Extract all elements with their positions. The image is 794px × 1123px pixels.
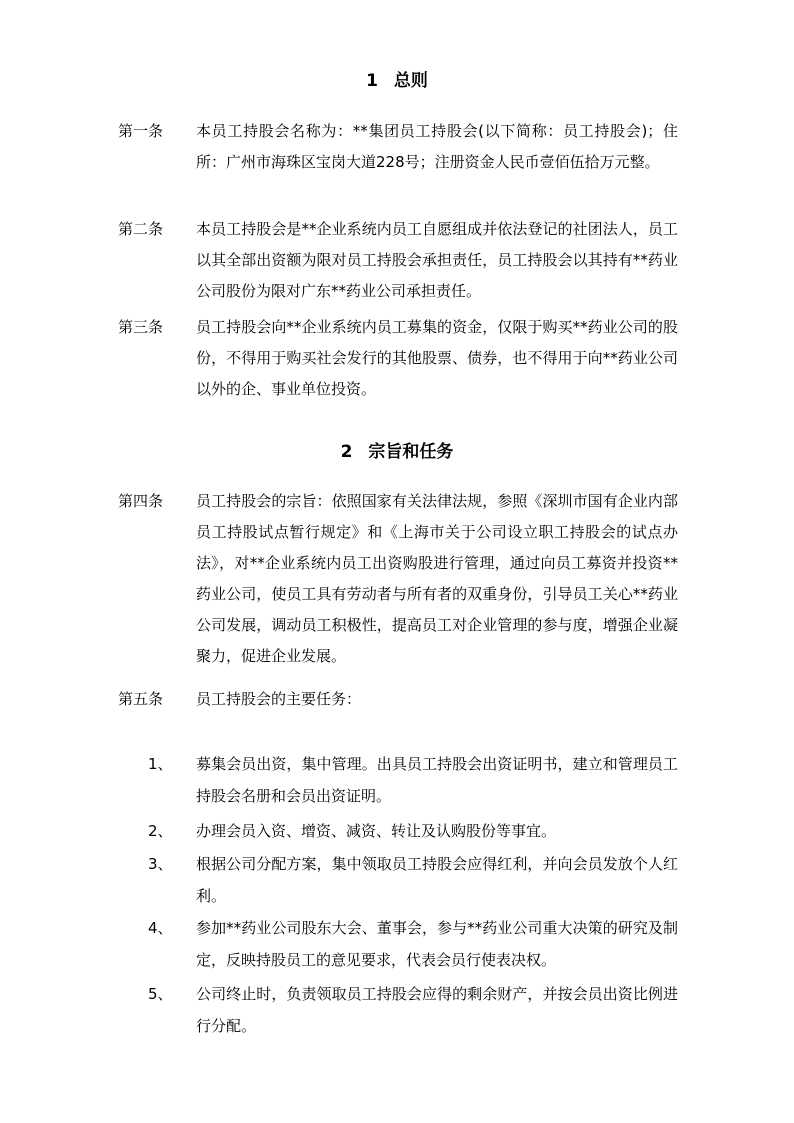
section-number: 1	[366, 71, 378, 91]
article-label: 第四条	[118, 492, 164, 510]
task-text: 募集会员出资，集中管理。出具员工持股会出资证明书，建立和管理员工持股会名册和会员出资证明。	[196, 755, 678, 805]
article-text: 本员工持股会是**企业系统内员工自愿组成并依法登记的社团法人，员工以其全部出资额为限对员工持股会承担责任，员工持股会以其持有**药业公司股份为限对广东**药业公司承担责任。	[196, 220, 678, 300]
section-heading-purpose	[0, 437, 794, 462]
task-index: 3、	[148, 855, 173, 873]
article-text: 本员工持股会名称为：**集团员工持股会(以下简称：员工持股会)；住所：广州市海珠区宝岗大道228号；注册资金人民币壹佰伍拾万元整。	[196, 122, 678, 171]
task-index: 5、	[148, 985, 173, 1003]
task-index: 1、	[148, 755, 173, 773]
section-title: 总则	[393, 71, 428, 91]
task-text: 根据公司分配方案，集中领取员工持股会应得红利，并向会员发放个人红利。	[196, 855, 678, 905]
task-text: 公司终止时，负责领取员工持股会应得的剩余财产，并按会员出资比例进行分配。	[196, 985, 678, 1035]
article-label: 第三条	[118, 318, 164, 336]
task-index: 4、	[148, 919, 173, 937]
article-label: 第二条	[118, 220, 164, 238]
article-label: 第五条	[118, 690, 164, 708]
article-text: 员工持股会的宗旨：依照国家有关法律法规，参照《深圳市国有企业内部员工持股试点暂行规定》和《上海市关于公司设立职工持股会的试点办法》，对**企业系统内员工出资购股进行管理，通过向员工募资并投资**药业公司，使员工具有劳动者与所有者的双重身份，引导员工关心**药业公司发展，调动员工积极性，提高员工对企业管理的参与度，增强企业凝聚力，促进企业发展。	[196, 492, 678, 665]
section-number: 2	[340, 442, 353, 462]
article-text: 员工持股会向**企业系统内员工募集的资金，仅限于购买**药业公司的股份，不得用于购买社会发行的其他股票、债券，也不得用于向**药业公司以外的企、事业单位投资。	[196, 318, 678, 398]
task-text: 办理会员入资、增资、减资、转让及认购股份等事宜。	[196, 822, 557, 840]
task-text: 参加**药业公司股东大会、董事会，参与**药业公司重大决策的研究及制定，反映持股员工的意见要求，代表会员行使表决权。	[196, 919, 678, 969]
article-label: 第一条	[118, 122, 164, 140]
task-index: 2、	[148, 822, 173, 840]
article-text: 员工持股会的主要任务：	[196, 690, 362, 708]
section-heading-general	[0, 66, 794, 91]
section-title: 宗旨和任务	[368, 442, 454, 462]
